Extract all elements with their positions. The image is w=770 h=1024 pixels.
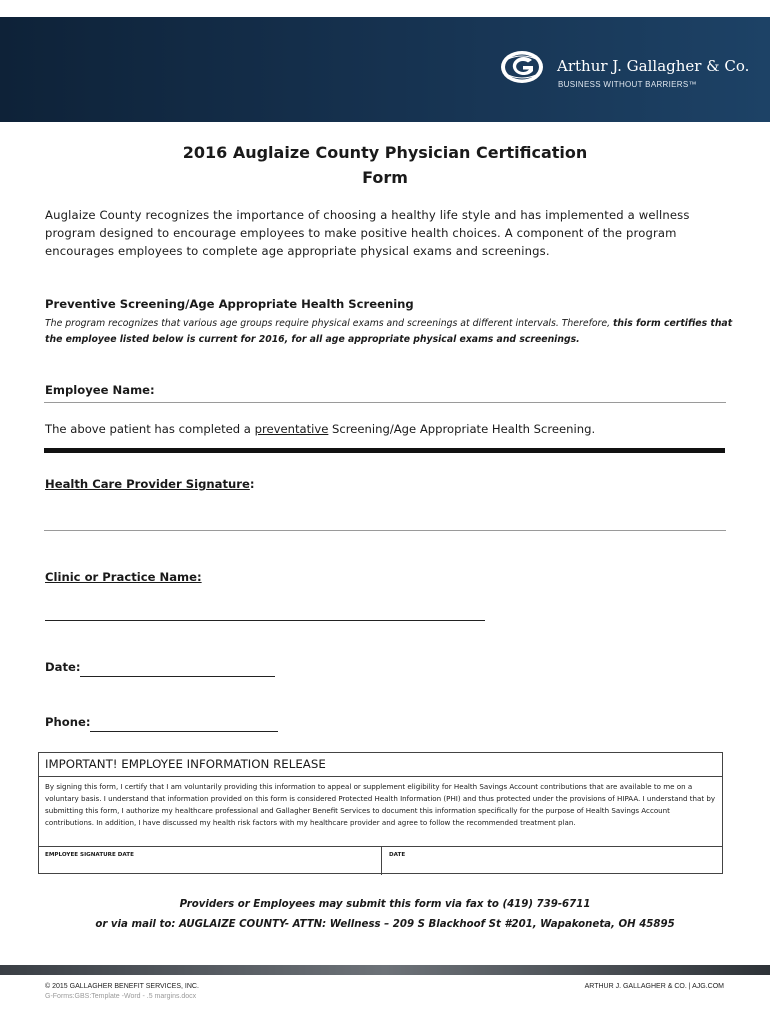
title-line-1: 2016 Auglaize County Physician Certification bbox=[182, 143, 588, 162]
footer-template-name: G-Forms:GBS:Template -Word - .5 margins.docx bbox=[45, 993, 197, 1000]
phone-field[interactable] bbox=[90, 731, 278, 732]
section-divider bbox=[44, 448, 725, 453]
provider-signature-field[interactable] bbox=[44, 530, 726, 531]
release-rule bbox=[39, 776, 722, 777]
screening-body bbox=[45, 316, 745, 348]
title-line-2: Form bbox=[362, 168, 408, 187]
footer-copyright: © 2015 GALLAGHER BENEFIT SERVICES, INC. bbox=[45, 983, 199, 990]
employee-name-label: Employee Name: bbox=[45, 383, 155, 397]
footer-bar bbox=[0, 965, 770, 975]
employee-release-box bbox=[38, 752, 723, 874]
submit-fax-line: Providers or Employees may submit this form via fax to (419) 739-6711 bbox=[179, 899, 591, 910]
patient-prefix: The above patient has completed a bbox=[45, 422, 255, 436]
phone-label: Phone: bbox=[45, 715, 91, 729]
intro-paragraph: Auglaize County recognizes the importance of choosing a healthy life style and has implemented a wellness program designed to encourage employees to make positive health choices. A component of the program encourages employees to complete age appropriate physical exams and screenings. bbox=[45, 208, 690, 258]
brand-name: Arthur J. Gallagher & Co. bbox=[557, 57, 750, 75]
employee-signature-row bbox=[39, 846, 722, 875]
submit-mail-line: or via mail to: AUGLAIZE COUNTY- ATTN: Wellness – 209 S Blackhoof St #201, Wapakoneta, OH 45895 bbox=[95, 919, 675, 930]
provider-signature-label bbox=[45, 477, 255, 491]
release-text: By signing this form, I certify that I am voluntarily providing this information to appeal or supplement eligibility for Health Savings Account contributions that are available to me on a voluntary basis. I understand that information provided on this form is considered Protected Health Information (PHI) and thus protected under the provisions of HIPAA. I understand that by submitting this form, I authorize my healthcare professional and Gallagher Benefit Services to document this information specifically for the purpose of Health Savings Account contributions. In addition, I have discussed my health risk factors with my healthcare provider and agree to follow the recommended treatment plan. bbox=[45, 782, 716, 827]
provider-signature-colon: : bbox=[249, 477, 255, 491]
release-title: IMPORTANT! EMPLOYEE INFORMATION RELEASE bbox=[45, 757, 326, 771]
date-field[interactable] bbox=[80, 676, 275, 677]
globe-g-logo-icon bbox=[500, 50, 550, 84]
employee-date-label[interactable]: DATE bbox=[389, 852, 406, 858]
employee-name-field[interactable] bbox=[44, 402, 726, 403]
patient-suffix: Screening/Age Appropriate Health Screening. bbox=[328, 422, 596, 436]
patient-underlined: preventative bbox=[254, 422, 329, 436]
patient-statement bbox=[45, 422, 595, 436]
clinic-name-label: Clinic or Practice Name: bbox=[45, 570, 202, 584]
brand-tagline: BUSINESS WITHOUT BARRIERS™ bbox=[558, 80, 697, 89]
screening-body-italic: The program recognizes that various age groups require physical exams and screenings at different intervals. Therefore, bbox=[45, 318, 613, 329]
employee-signature-label[interactable]: EMPLOYEE SIGNATURE DATE bbox=[45, 852, 134, 858]
screening-heading: Preventive Screening/Age Appropriate Health Screening bbox=[45, 297, 414, 311]
clinic-name-field[interactable] bbox=[45, 620, 485, 621]
page-title bbox=[0, 140, 770, 190]
provider-signature-label-text: Health Care Provider Signature bbox=[45, 477, 250, 491]
footer-company: ARTHUR J. GALLAGHER & CO. | AJG.COM bbox=[584, 983, 724, 990]
header-banner bbox=[0, 17, 770, 122]
signature-divider bbox=[381, 847, 382, 875]
date-label: Date: bbox=[45, 660, 81, 674]
screening-body-bold: this form certifies that the employee listed below is current for 2016, for all age appropriate physical exams and screenings. bbox=[45, 318, 733, 345]
